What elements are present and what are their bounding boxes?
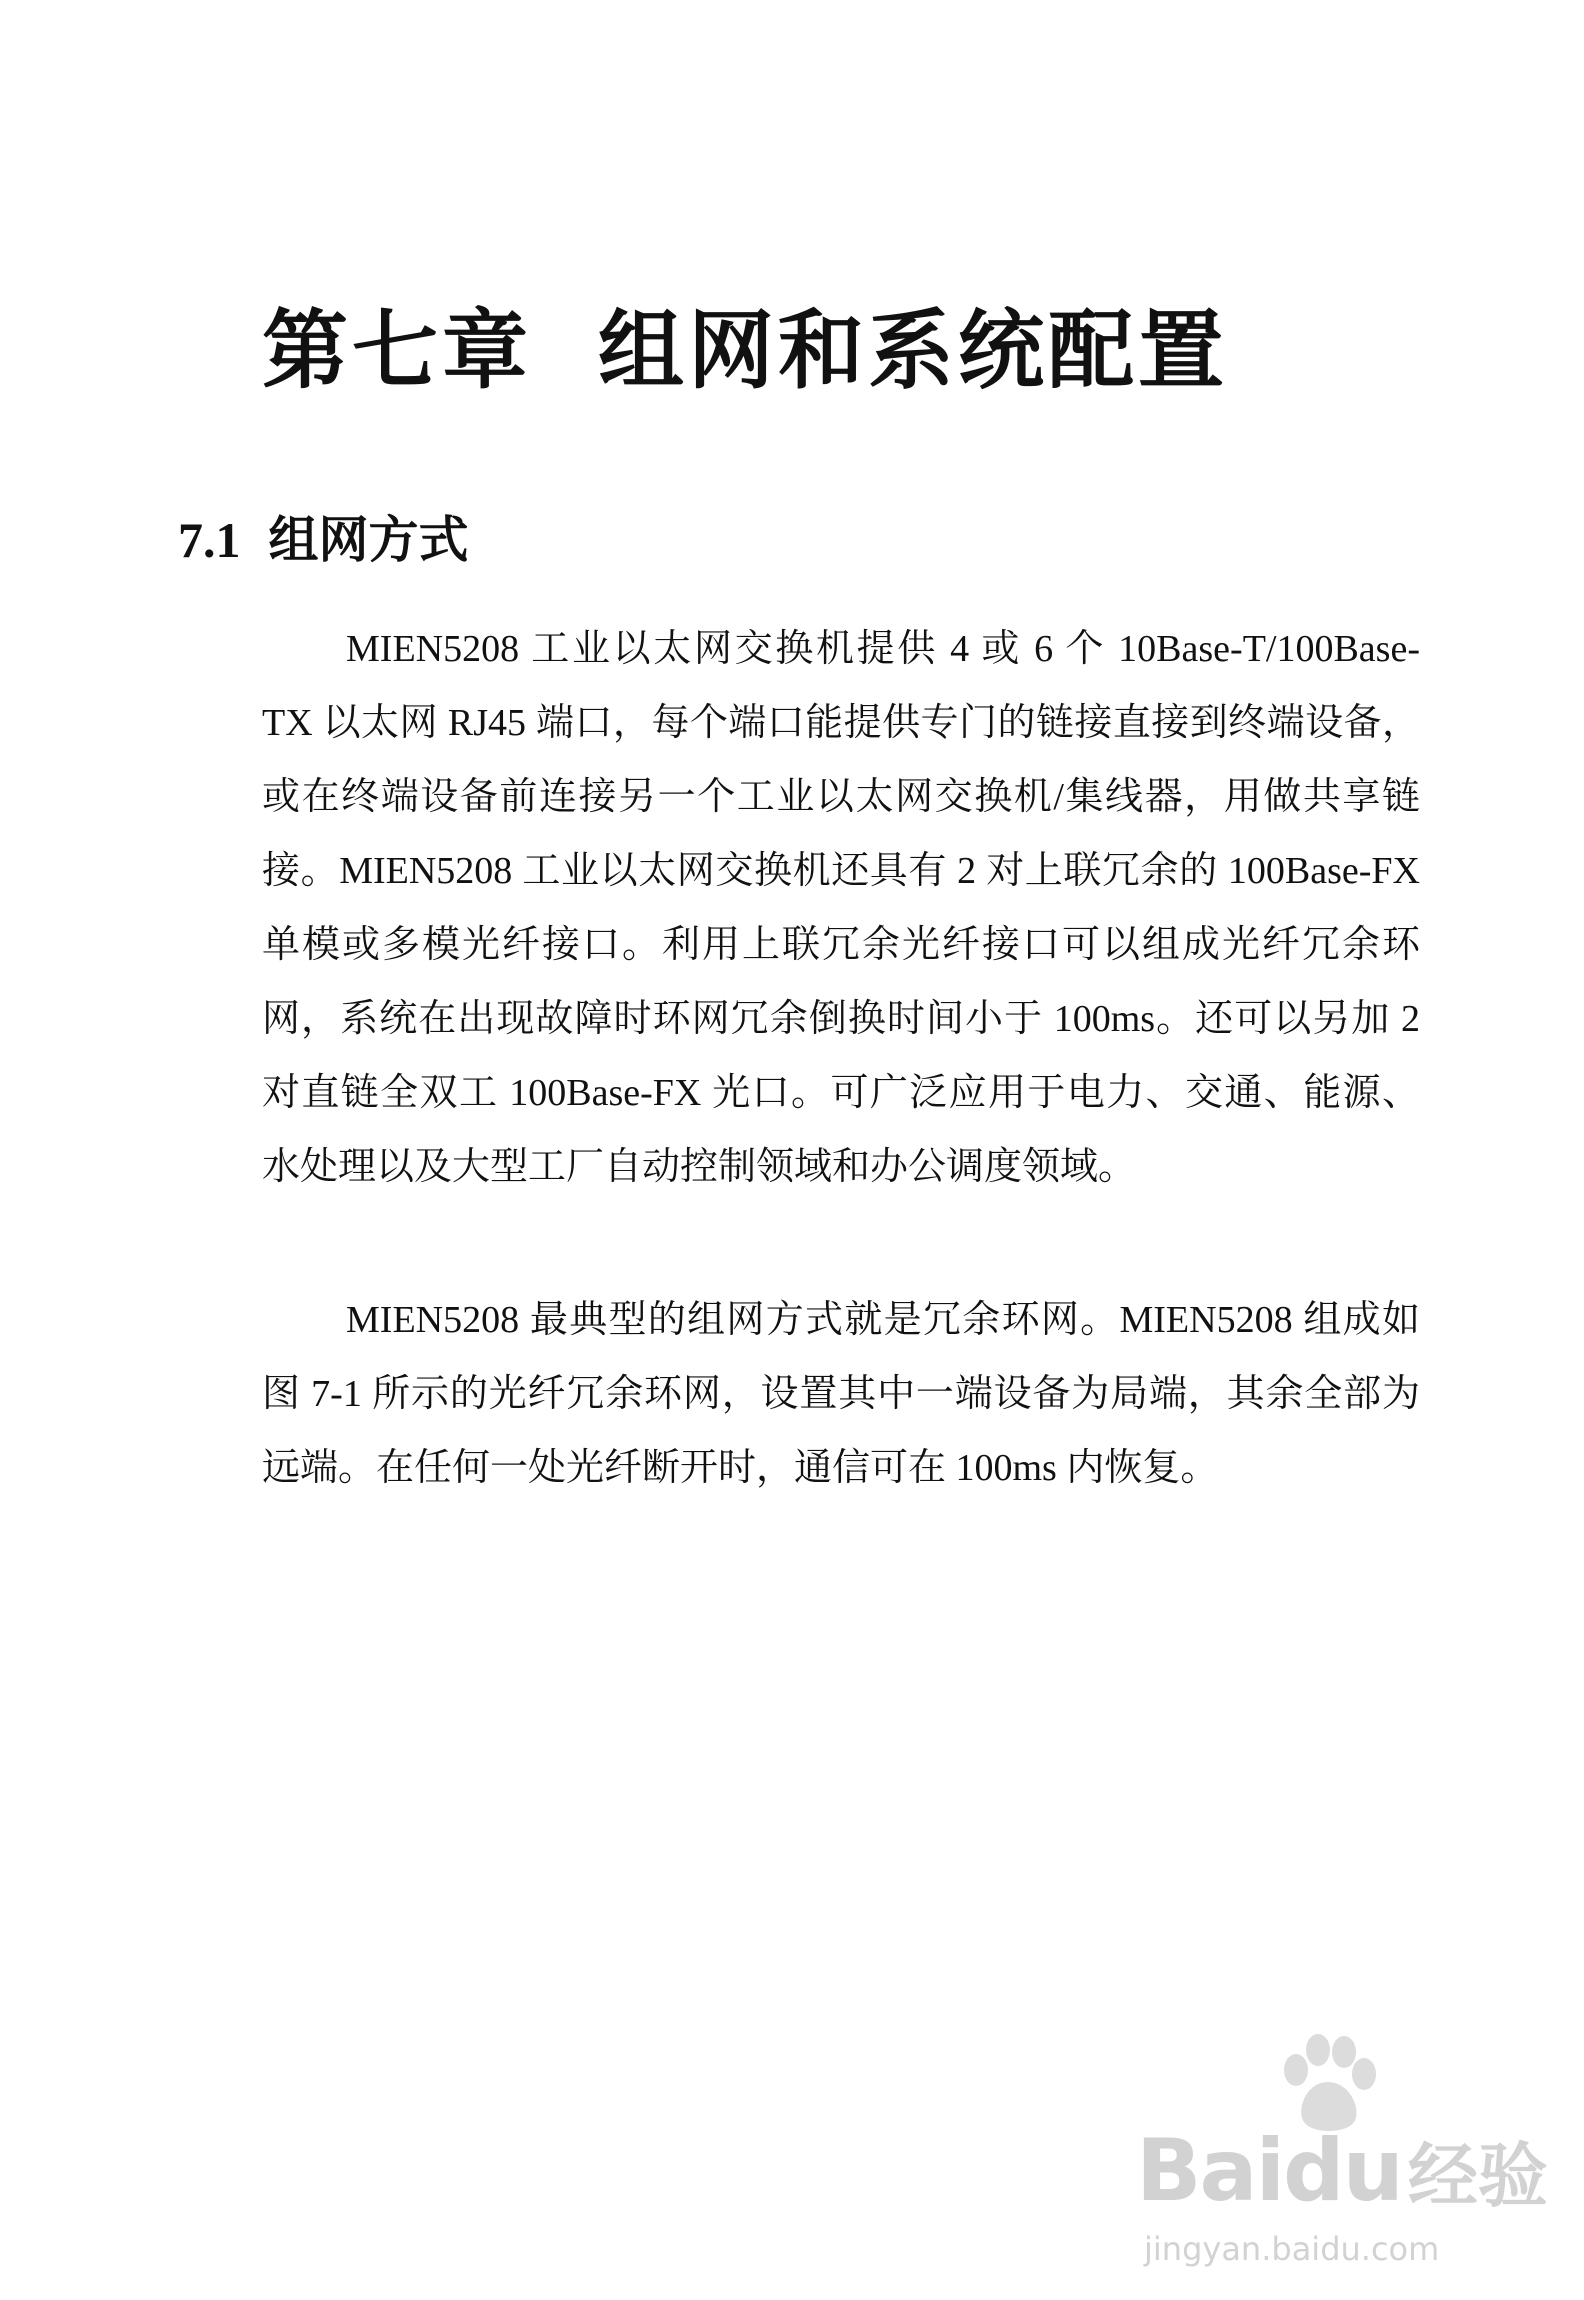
section-title bbox=[178, 510, 469, 570]
chapter-title bbox=[262, 300, 1228, 403]
section-number: 7.1 bbox=[178, 512, 241, 568]
watermark-url: jingyan.baidu.com bbox=[1144, 2230, 1440, 2268]
section-name: 组网方式 bbox=[268, 511, 469, 569]
chapter-name: 组网和系统配置 bbox=[598, 301, 1228, 401]
paragraph-1: MIEN5208 工业以太网交换机提供 4 或 6 个 10Base-T/100Base-TX 以太网 RJ45 端口，每个端口能提供专门的链接直接到终端设备，或在终端设备前连接另一个工业以太网交换机/集线器，用做共享链接。MIEN5208 工业以太网交换机还具有 2 对上联冗余的 100Base-FX 单模或多模光纤接口。利用上联冗余光纤接口可以组成光纤冗余环网，系统在出现故障时环网冗余倒换时间小于 100ms。还可以另加 2 对直链全双工 100Base-FX 光口。可广泛应用于电力、交通、能源、水处理以及大型工厂自动控制领域和办公调度领域。 bbox=[262, 628, 1420, 1188]
chapter-number: 第七章 bbox=[262, 301, 532, 401]
watermark-logo-text: Baidu bbox=[1136, 2121, 1402, 2221]
baidu-watermark bbox=[1136, 2030, 1548, 2280]
watermark-logo-suffix: 经验 bbox=[1407, 2135, 1548, 2217]
paragraph-2: MIEN5208 最典型的组网方式就是冗余环网。MIEN5208 组成如图 7-1 所示的光纤冗余环网，设置其中一端设备为局端，其余全部为远端。在任何一处光纤断开时，通信可在 100ms 内恢复。 bbox=[262, 1299, 1420, 1489]
watermark-logo bbox=[1136, 2120, 1548, 2221]
